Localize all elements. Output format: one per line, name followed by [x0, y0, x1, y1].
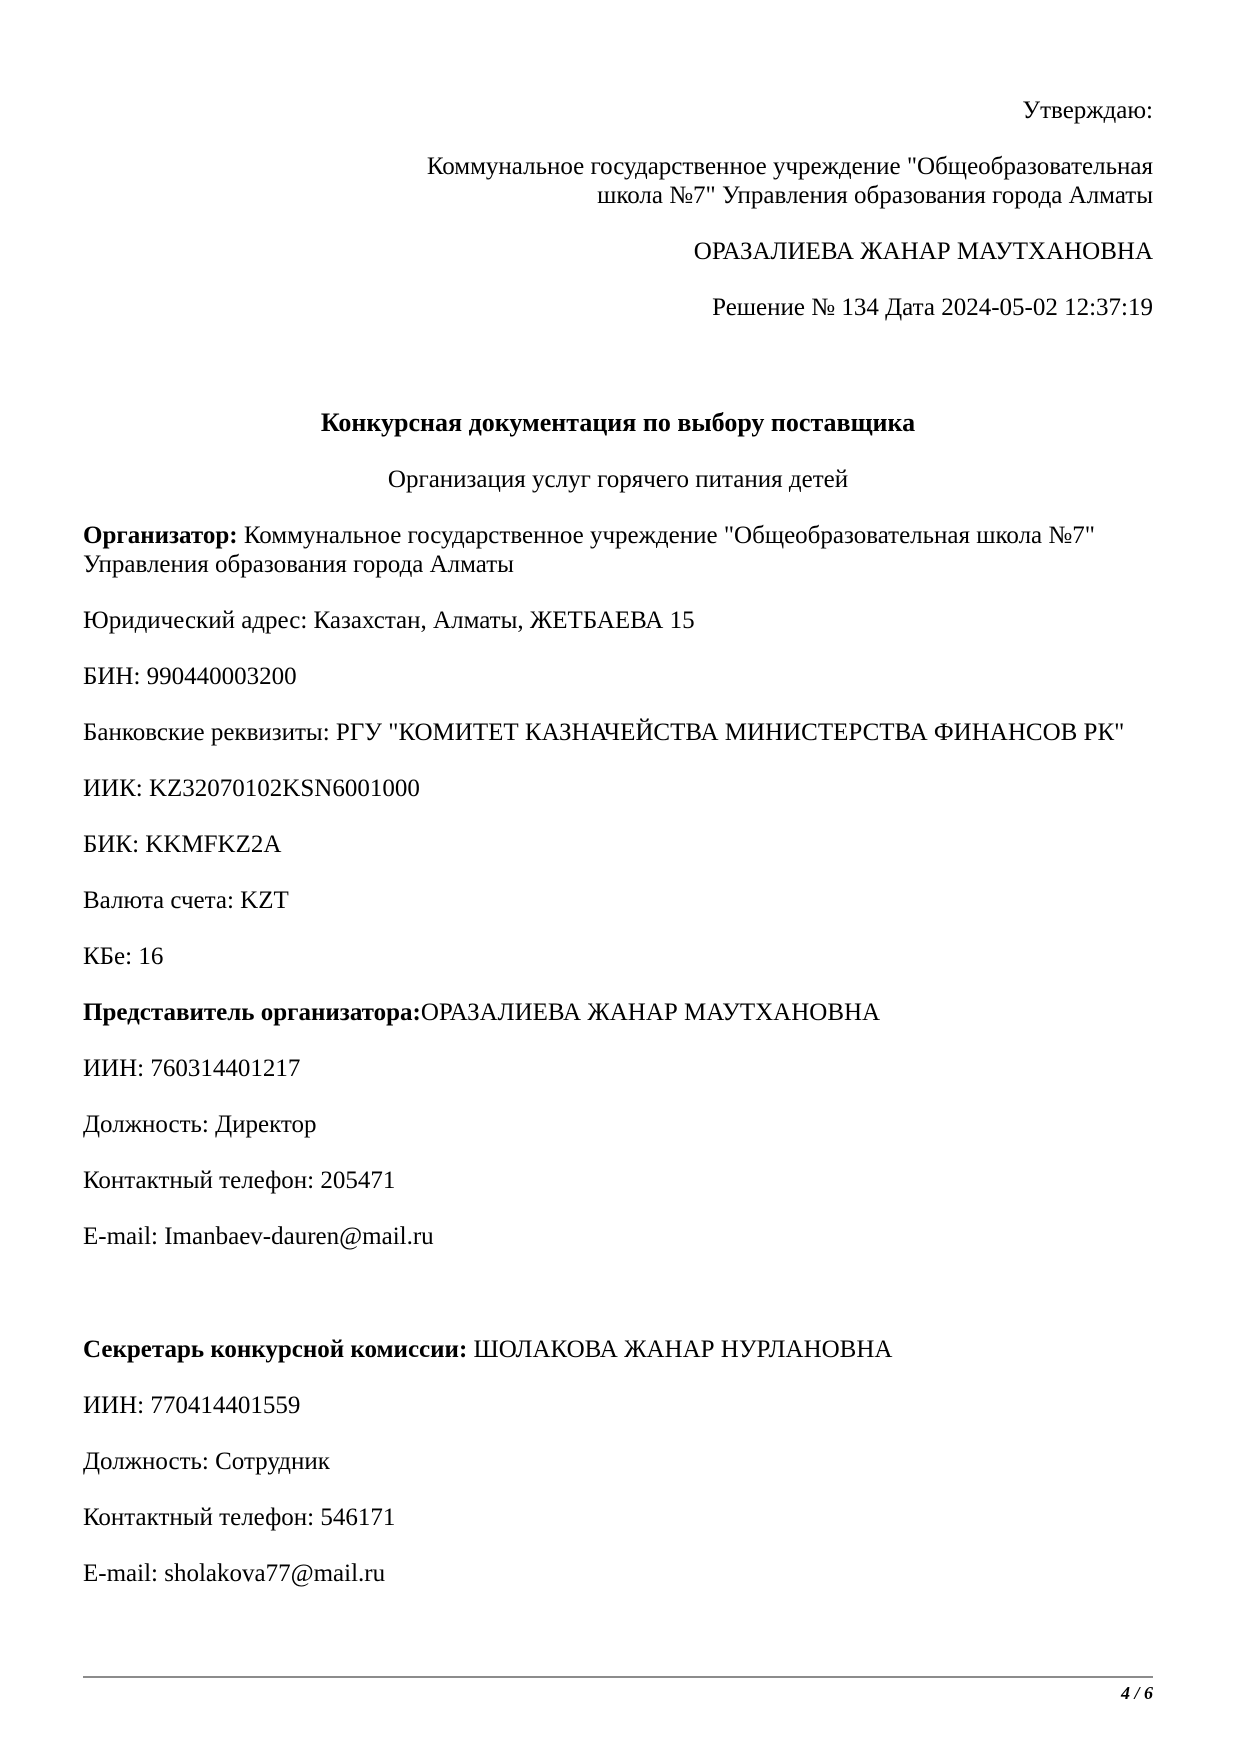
approval-org-line2: школа №7" Управления образования города Алматы: [597, 182, 1153, 209]
document-title: Конкурсная документация по выбору поставщика: [320, 408, 916, 437]
bik-line: БИК: KKMFKZ2A: [83, 831, 282, 858]
representative-position-line: Должность: Директор: [83, 1111, 317, 1138]
approval-block: [83, 96, 1153, 322]
page-footer: [83, 1676, 1153, 1703]
kbe-line: КБе: 16: [83, 943, 164, 970]
approval-org-line1: Коммунальное государственное учреждение "Общеобразовательная: [426, 153, 1153, 180]
account-currency-line: Валюта счета: KZT: [83, 887, 289, 914]
organizer-value: Коммунальное государственное учреждение "Общеобразовательная школа №7" Управления образования города Алматы: [83, 522, 1095, 578]
secretary-position-line: Должность: Сотрудник: [83, 1448, 330, 1475]
page-number: 4 / 6: [1120, 1683, 1153, 1703]
representative-phone-line: Контактный телефон: 205471: [83, 1167, 396, 1194]
organizer-line: [83, 521, 1153, 579]
secretary-iin-line: ИИН: 770414401559: [83, 1392, 301, 1419]
iik-line: ИИК: KZ32070102KSN6001000: [83, 775, 420, 802]
bin-line: БИН: 990440003200: [83, 663, 297, 690]
organizer-label: Организатор:: [83, 522, 238, 549]
decision-line: Решение № 134 Дата 2024-05-02 12:37:19: [712, 294, 1153, 321]
representative-value: ОРАЗАЛИЕВА ЖАНАР МАУТХАНОВНА: [420, 999, 881, 1026]
approver-name: ОРАЗАЛИЕВА ЖАНАР МАУТХАНОВНА: [693, 238, 1153, 265]
representative-line: [83, 998, 1153, 1027]
representative-label: Представитель организатора:: [83, 999, 421, 1026]
secretary-value: ШОЛАКОВА ЖАНАР НУРЛАНОВНА: [467, 1336, 893, 1363]
representative-email-line: E-mail: Imanbaev-dauren@mail.ru: [83, 1223, 434, 1250]
document-subtitle: Организация услуг горячего питания детей: [387, 466, 849, 493]
bank-details-line: Банковские реквизиты: РГУ "КОМИТЕТ КАЗНАЧЕЙСТВА МИНИСТЕРСТВА ФИНАНСОВ РК": [83, 719, 1125, 746]
approval-org-name: [83, 152, 1153, 210]
secretary-label: Секретарь конкурсной комиссии:: [83, 1336, 468, 1363]
legal-address-line: Юридический адрес: Казахстан, Алматы, ЖЕТБАЕВА 15: [83, 607, 695, 634]
secretary-email-line: E-mail: sholakova77@mail.ru: [83, 1560, 386, 1587]
secretary-phone-line: Контактный телефон: 546171: [83, 1504, 396, 1531]
approval-label: Утверждаю:: [1022, 97, 1153, 124]
representative-iin-line: ИИН: 760314401217: [83, 1055, 301, 1082]
secretary-line: [83, 1335, 1153, 1364]
